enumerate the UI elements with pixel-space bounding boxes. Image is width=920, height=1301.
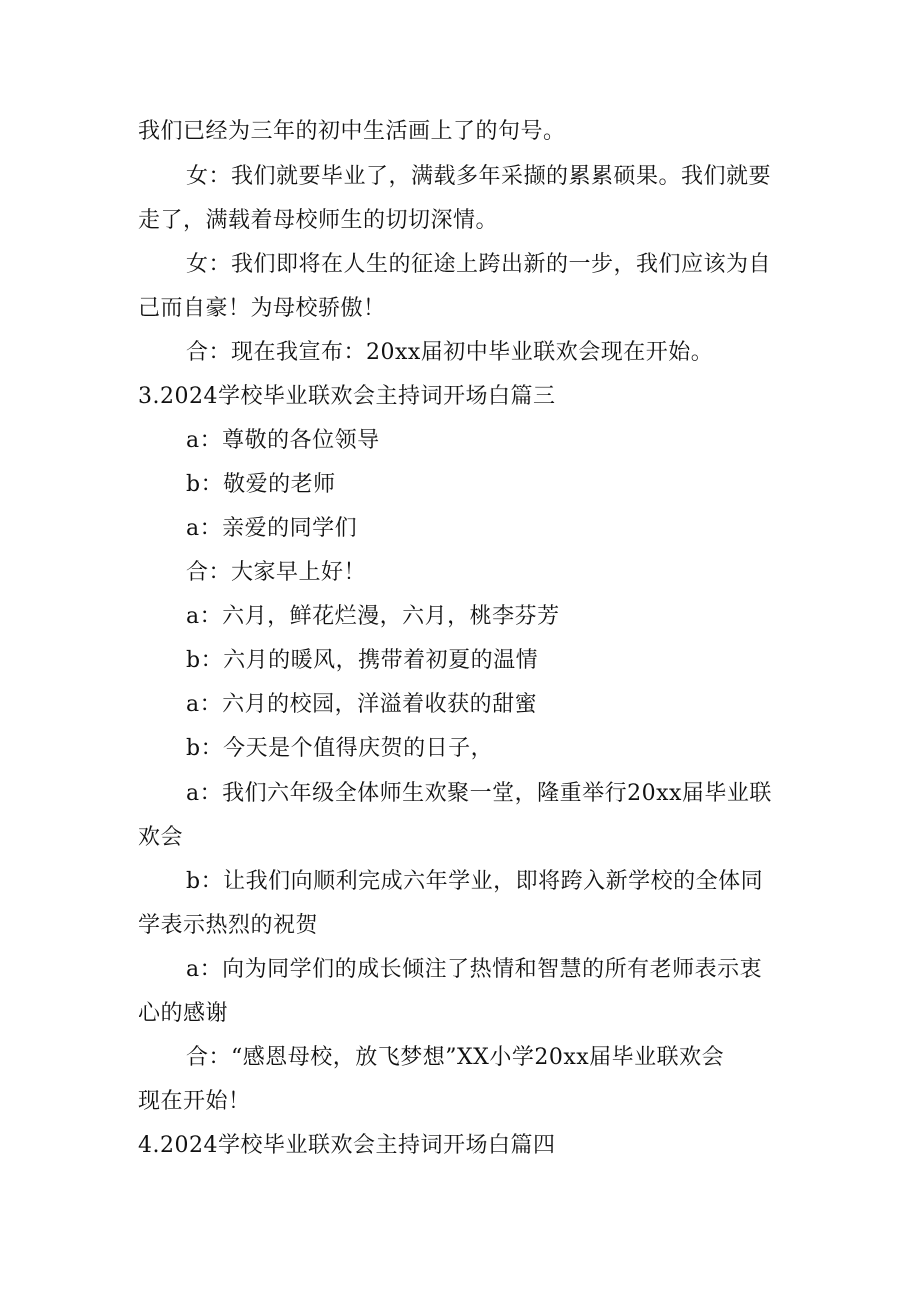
dialogue-line: b：敬爱的老师 — [186, 472, 336, 497]
paragraph-line: 女：我们即将在人生的征途上跨出新的一步，我们应该为自 — [186, 252, 772, 277]
dialogue-line-continuation: 现在开始！ — [138, 1089, 251, 1114]
dialogue-line: a：尊敬的各位领导 — [186, 428, 380, 453]
dialogue-line: a：六月，鲜花烂漫，六月，桃李芬芳 — [186, 604, 560, 629]
paragraph-line: 己而自豪！为母校骄傲！ — [138, 296, 386, 321]
dialogue-line: a：我们六年级全体师生欢聚一堂，隆重举行20xx届毕业联 — [186, 781, 772, 806]
dialogue-line: 合：“感恩母校，放飞梦想”XX小学20xx届毕业联欢会 — [186, 1045, 725, 1070]
section-heading: 4.2024学校毕业联欢会主持词开场白篇四 — [138, 1133, 556, 1158]
paragraph-line: 走了，满载着母校师生的切切深情。 — [138, 208, 499, 233]
dialogue-line: b：六月的暖风，携带着初夏的温情 — [186, 648, 539, 673]
section-heading: 3.2024学校毕业联欢会主持词开场白篇三 — [138, 384, 556, 409]
dialogue-line: a：六月的校园，洋溢着收获的甜蜜 — [186, 692, 538, 717]
paragraph-line: 女：我们就要毕业了，满载多年采撷的累累硕果。我们就要 — [186, 164, 772, 189]
paragraph-line: 合：现在我宣布：20xx届初中毕业联欢会现在开始。 — [186, 340, 714, 365]
dialogue-line: b：今天是个值得庆贺的日子， — [186, 736, 494, 761]
dialogue-line: b：让我们向顺利完成六年学业，即将跨入新学校的全体同 — [186, 869, 764, 894]
dialogue-line: a：向为同学们的成长倾注了热情和智慧的所有老师表示衷 — [186, 957, 763, 982]
dialogue-line-continuation: 欢会 — [138, 825, 184, 850]
dialogue-line: a：亲爱的同学们 — [186, 516, 358, 541]
paragraph-line: 我们已经为三年的初中生活画上了的句号。 — [138, 119, 566, 144]
dialogue-line-continuation: 学表示热烈的祝贺 — [138, 913, 319, 938]
dialogue-line-continuation: 心的感谢 — [138, 1001, 229, 1026]
dialogue-line: 合：大家早上好！ — [186, 560, 367, 585]
